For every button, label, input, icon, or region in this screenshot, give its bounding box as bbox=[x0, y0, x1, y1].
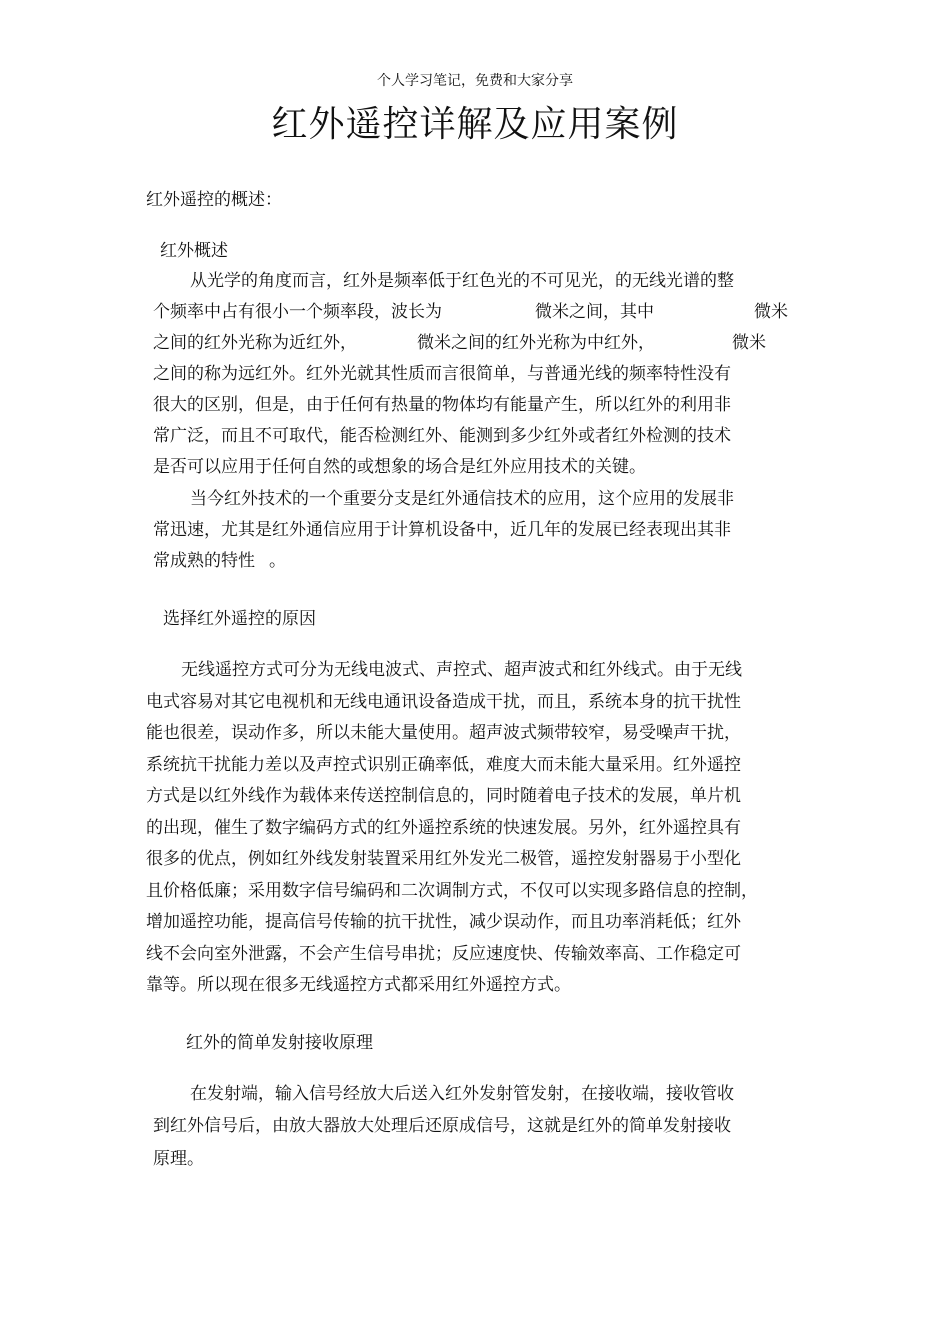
paragraph-line: 靠等。所以现在很多无线遥控方式都采用红外遥控方式。 bbox=[146, 975, 571, 995]
document-title: 红外遥控详解及应用案例 bbox=[271, 104, 679, 145]
paragraph-line bbox=[153, 302, 788, 322]
paragraph-line: 当今红外技术的一个重要分支是红外通信技术的应用，这个应用的发展非 bbox=[190, 489, 734, 509]
paragraph-line: 原理。 bbox=[153, 1149, 204, 1169]
paragraph-line: 且价格低廉；采用数字信号编码和二次调制方式，不仅可以实现多路信息的控制， bbox=[146, 881, 758, 901]
paragraph-line: 无线遥控方式可分为无线电波式、声控式、超声波式和红外线式。由于无线 bbox=[181, 660, 742, 680]
paragraph-line: 到红外信号后，由放大器放大处理后还原成信号，这就是红外的简单发射接收 bbox=[153, 1116, 731, 1136]
subheading-ir-overview: 红外概述 bbox=[160, 241, 228, 261]
text-segment: 微米 bbox=[732, 333, 766, 353]
paragraph-line: 能也很差，误动作多，所以未能大量使用。超声波式频带较窄，易受噪声干扰， bbox=[146, 723, 741, 743]
text-segment: 个频率中占有很小一个频率段，波长为 bbox=[153, 302, 442, 322]
paragraph-line: 系统抗干扰能力差以及声控式识别正确率低，难度大而未能大量采用。红外遥控 bbox=[146, 755, 741, 775]
paragraph-line: 常广泛，而且不可取代，能否检测红外、能测到多少红外或者红外检测的技术 bbox=[153, 426, 731, 446]
text-segment: 微米之间的红外光称为中红外， bbox=[417, 333, 655, 353]
page-header: 个人学习笔记，免费和大家分享 bbox=[377, 73, 573, 89]
paragraph-line: 之间的称为远红外。红外光就其性质而言很简单，与普通光线的频率特性没有 bbox=[153, 364, 731, 384]
text-segment: 之间的红外光称为近红外， bbox=[153, 333, 357, 353]
paragraph-line: 线不会向室外泄露，不会产生信号串扰；反应速度快、传输效率高、工作稳定可 bbox=[146, 944, 741, 964]
text-segment: 。 bbox=[269, 551, 286, 571]
text-segment: 常成熟的特性 bbox=[153, 551, 255, 571]
paragraph-line bbox=[153, 551, 286, 571]
paragraph-line: 是否可以应用于任何自然的或想象的场合是红外应用技术的关键。 bbox=[153, 457, 646, 477]
section-heading-principle: 红外的简单发射接收原理 bbox=[186, 1033, 373, 1053]
paragraph-line bbox=[153, 333, 766, 353]
section-heading-overview: 红外遥控的概述： bbox=[146, 190, 282, 210]
text-segment: 微米之间，其中 bbox=[535, 302, 654, 322]
text-segment: 微米 bbox=[754, 302, 788, 322]
paragraph-line: 很大的区别，但是，由于任何有热量的物体均有能量产生，所以红外的利用非 bbox=[153, 395, 731, 415]
section-heading-reason: 选择红外遥控的原因 bbox=[163, 609, 316, 629]
paragraph-line: 在发射端，输入信号经放大后送入红外发射管发射，在接收端，接收管收 bbox=[190, 1084, 734, 1104]
paragraph-line: 很多的优点，例如红外线发射装置采用红外发光二极管，遥控发射器易于小型化 bbox=[146, 849, 741, 869]
paragraph-line: 的出现，催生了数字编码方式的红外遥控系统的快速发展。另外，红外遥控具有 bbox=[146, 818, 741, 838]
paragraph-line: 增加遥控功能，提高信号传输的抗干扰性，减少误动作，而且功率消耗低；红外 bbox=[146, 912, 741, 932]
paragraph-line: 方式是以红外线作为载体来传送控制信息的，同时随着电子技术的发展，单片机 bbox=[146, 786, 741, 806]
paragraph-line: 从光学的角度而言，红外是频率低于红色光的不可见光，的无线光谱的整 bbox=[190, 271, 734, 291]
paragraph-line: 电式容易对其它电视机和无线电通讯设备造成干扰，而且，系统本身的抗干扰性 bbox=[146, 692, 741, 712]
paragraph-line: 常迅速，尤其是红外通信应用于计算机设备中，近几年的发展已经表现出其非 bbox=[153, 520, 731, 540]
